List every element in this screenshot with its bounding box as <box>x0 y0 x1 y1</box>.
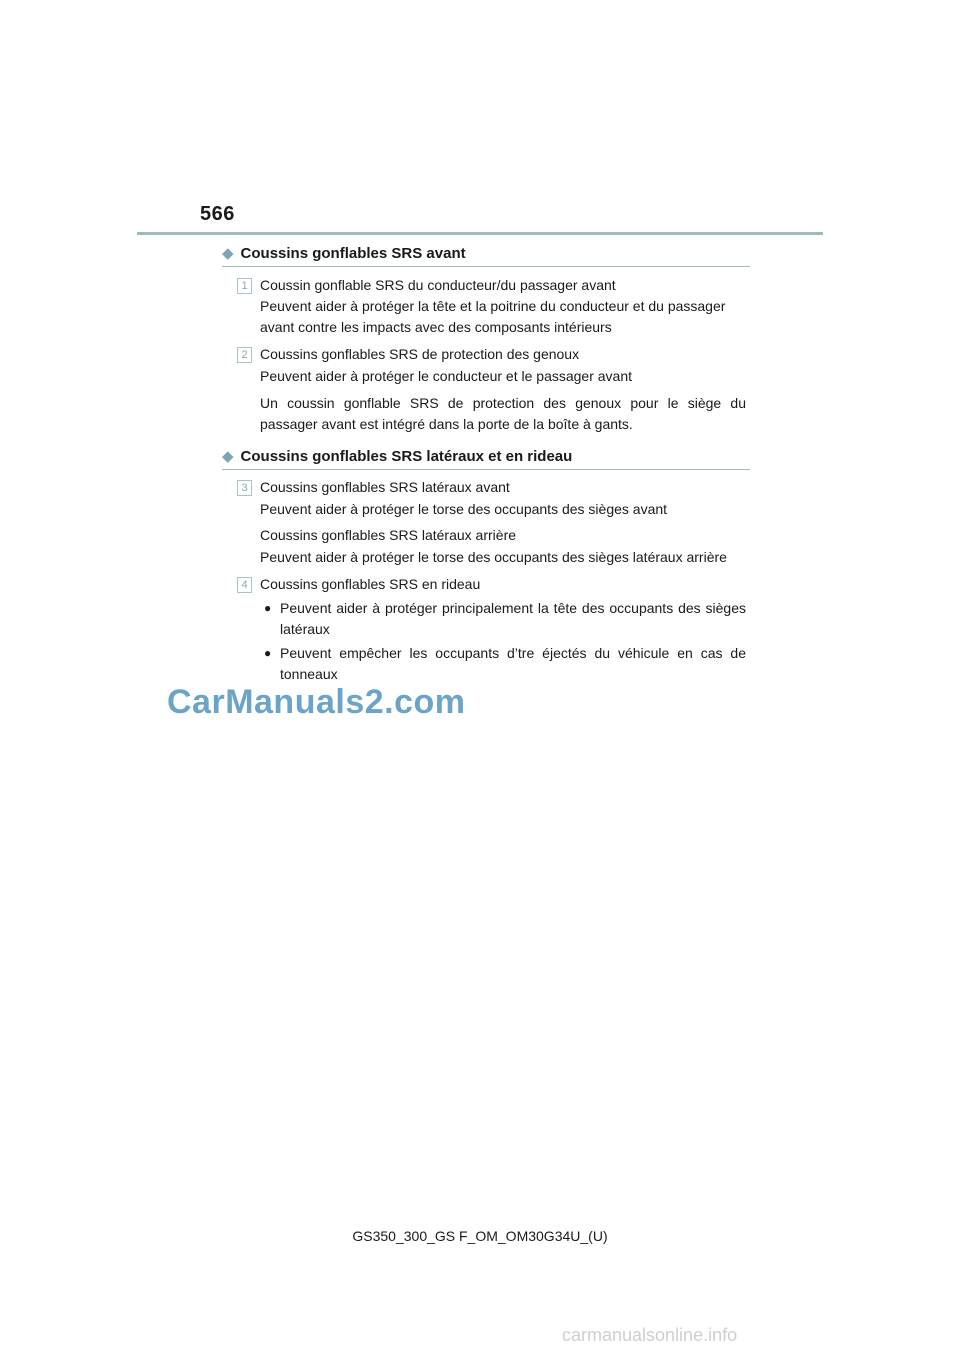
bullet-item <box>264 598 746 640</box>
section-heading-front <box>222 244 466 262</box>
item-note: Un coussin gonflable SRS de protection des genoux pour le siège du passager avant est intégré dans la porte de la boîte à gants. <box>260 395 746 432</box>
item-title: Coussins gonflables SRS en rideau <box>260 576 481 592</box>
item-desc: Peuvent aider à protéger le torse des occupants des sièges avant <box>260 501 668 517</box>
diamond-icon: ◆ <box>222 245 234 262</box>
bullet-icon: ● <box>264 646 272 660</box>
bullet-text: Peuvent empêcher les occupants d’tre éjectés du véhicule en cas de tonneaux <box>280 645 746 682</box>
section-title: Coussins gonflables SRS avant <box>240 244 466 262</box>
item-desc: Peuvent aider à protéger la tête et la poitrine du conducteur et du passager avant contre les impacts avec des composants intérieurs <box>260 298 726 335</box>
item-number-2: 2 <box>237 347 252 363</box>
section-title: Coussins gonflables SRS latéraux et en rideau <box>240 447 573 465</box>
bullet-item <box>264 643 746 685</box>
item-number-1: 1 <box>237 278 252 294</box>
watermark-logo: CarManuals2.com <box>167 683 466 721</box>
item-desc: Peuvent aider à protéger le torse des occupants des sièges latéraux arrière <box>260 549 727 565</box>
item-number-4: 4 <box>237 577 252 593</box>
page-number: 566 <box>200 203 235 225</box>
item-desc: Peuvent aider à protéger le conducteur et le passager avant <box>260 368 633 384</box>
bullet-icon: ● <box>264 601 272 615</box>
watermark-bottom: carmanualsonline.info <box>562 1325 738 1345</box>
item-title: Coussin gonflable SRS du conducteur/du passager avant <box>260 277 616 293</box>
diamond-icon: ◆ <box>222 448 234 465</box>
section-heading-side-curtain <box>222 447 572 465</box>
item-number-3: 3 <box>237 480 252 496</box>
header-rule <box>137 232 823 235</box>
item-title: Coussins gonflables SRS latéraux avant <box>260 479 510 495</box>
bullet-text: Peuvent aider à protéger principalement la tête des occupants des sièges latéraux <box>280 600 746 637</box>
item-title: Coussins gonflables SRS de protection des genoux <box>260 346 580 362</box>
section-rule <box>222 469 750 470</box>
item-title: Coussins gonflables SRS latéraux arrière <box>260 527 517 543</box>
section-rule <box>222 266 750 267</box>
footer-code: GS350_300_GS F_OM_OM30G34U_(U) <box>352 1228 608 1244</box>
